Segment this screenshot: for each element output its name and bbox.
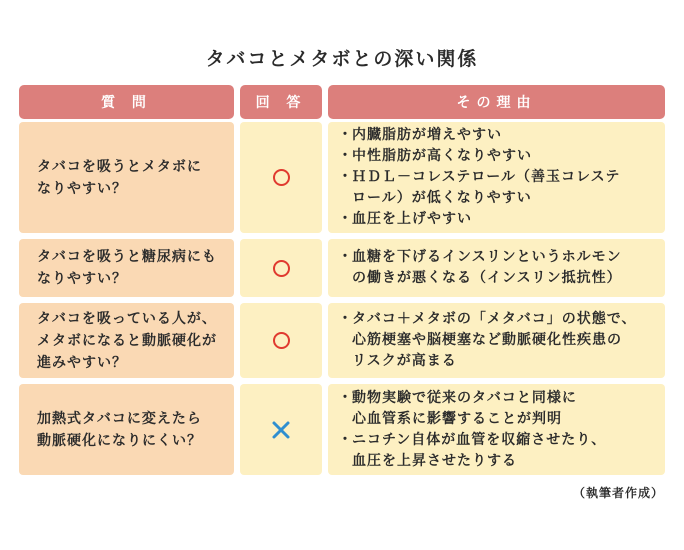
reason-text: 動物実験で従来のタバコと同様に 心血管系に影響することが判明 <box>352 389 577 427</box>
reason-item <box>338 167 665 209</box>
bullet-icon: ・ <box>338 389 353 406</box>
circle-icon <box>273 332 290 349</box>
answer-cell <box>240 384 322 475</box>
reason-cell <box>328 122 665 233</box>
circle-icon <box>273 260 290 277</box>
reason-item <box>338 430 665 472</box>
answer-cell <box>240 239 322 297</box>
question-text: タバコを吸うとメタボに なりやすい？ <box>37 158 202 197</box>
bullet-icon: ・ <box>338 169 353 185</box>
reason-item <box>338 209 665 230</box>
reason-cell <box>328 239 665 297</box>
answer-cell <box>240 122 322 233</box>
reason-text: 中性脂肪が高くなりやすい <box>352 148 532 164</box>
bullet-icon: ・ <box>338 249 353 265</box>
question-cell <box>19 303 234 378</box>
reason-text: 血糖を下げるインスリンというホルモン の働きが悪くなる（インスリン抵抗性） <box>352 249 622 286</box>
question-cell <box>19 384 234 475</box>
reason-cell <box>328 384 665 475</box>
question-text: タバコを吸うと糖尿病にも なりやすい？ <box>37 249 217 287</box>
reason-text: ＨＤＬ－コレステロール（善玉コレステ ロール）が低くなりやすい <box>352 169 621 206</box>
answer-cell <box>240 303 322 378</box>
reason-item <box>338 146 665 167</box>
source-note: （執筆者作成） <box>572 486 664 500</box>
bullet-icon: ・ <box>338 211 353 227</box>
bullet-icon: ・ <box>338 127 353 143</box>
circle-icon <box>273 169 290 186</box>
page-title: タバコとメタボとの深い関係 <box>205 48 479 70</box>
reason-item <box>338 125 665 146</box>
reason-text: タバコ＋メタボの「メタバコ」の状態で、 心筋梗塞や脳梗塞など動脈硬化性疾患の リスクが高まる <box>352 311 637 369</box>
question-text: タバコを吸っている人が、 メタボになると動脈硬化が 進みやすい？ <box>37 310 217 371</box>
bullet-icon: ・ <box>338 431 353 448</box>
reason-text: 内臓脂肪が増えやすい <box>352 127 502 143</box>
question-text: 加熱式タバコに変えたら 動脈硬化になりにくい？ <box>37 410 202 449</box>
cross-icon <box>271 420 291 440</box>
reason-item <box>338 247 665 289</box>
header-question: 質 問 <box>19 85 234 119</box>
header-answer: 回 答 <box>240 85 322 119</box>
reason-item <box>338 388 665 430</box>
reason-item <box>338 309 665 372</box>
reason-cell <box>328 303 665 378</box>
bullet-icon: ・ <box>338 311 353 327</box>
question-cell <box>19 122 234 233</box>
question-cell <box>19 239 234 297</box>
bullet-icon: ・ <box>338 148 353 164</box>
reason-text: 血圧を上げやすい <box>352 211 472 227</box>
header-reason: その理由 <box>328 85 665 119</box>
reason-text: ニコチン自体が血管を収縮させたり、 血圧を上昇させたりする <box>352 431 607 469</box>
